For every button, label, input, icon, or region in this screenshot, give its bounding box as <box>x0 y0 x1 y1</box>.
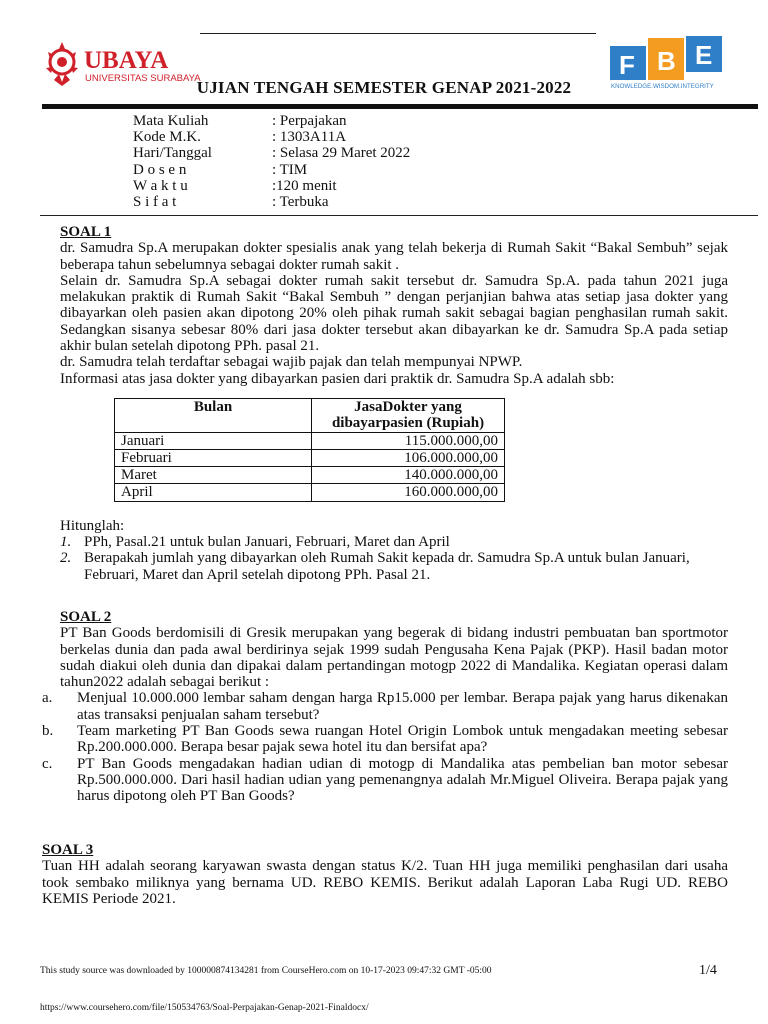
hitung-label: Hitunglah: <box>60 517 125 534</box>
list-marker: 2. <box>60 550 72 567</box>
soal-2-intro: PT Ban Goods berdomisili di Gresik merupakan yang begerak di bidang industri pembuatan ban sportmotor berkelas dunia dan pada awal berdirinya sejak 1999 sudah Pengusaha Kena Pajak (PKP). Hasil badan motor sudah diakui oleh dunia dan dipakai dalam pertandingan motogp 2022 di Mandalika. Kegiatan operasi dalam tahun2022 adalah sebagai berikut : <box>60 625 728 691</box>
ubaya-subtitle: UNIVERSITAS SURABAYA <box>85 73 201 84</box>
fbe-letter-b: B <box>657 46 676 76</box>
soal-2-section <box>42 609 728 805</box>
soal-1-questions <box>60 534 728 583</box>
cell-jumlah: 140.000.000,00 <box>312 467 505 484</box>
table-row <box>115 484 505 501</box>
download-source-note: This study source was downloaded by 100000874134281 from CourseHero.com on 10-17-2023 09:47:32 GMT -05:00 <box>40 966 492 976</box>
exam-info <box>133 113 410 210</box>
jasa-dokter-table <box>114 398 505 502</box>
info-value: : Terbuka <box>272 194 329 211</box>
list-text: Team marketing PT Ban Goods sewa ruangan Hotel Origin Lombok untuk mengadakan meeting sebesar Rp.200.000.000. Berapa besar pajak sewa hotel itu dan bersifat apa? <box>77 723 728 756</box>
cell-bulan: Februari <box>115 449 312 466</box>
list-item <box>42 690 728 723</box>
info-label: D o s e n <box>133 161 187 178</box>
fbe-tagline: KNOWLEDGE.WISDOM.INTEGRITY <box>611 83 714 90</box>
table-row <box>115 449 505 466</box>
info-value: : 1303A11A <box>272 129 347 146</box>
info-label: W a k t u <box>133 177 188 194</box>
list-item <box>42 723 728 756</box>
list-marker: 1. <box>60 534 72 551</box>
cell-jumlah: 115.000.000,00 <box>312 432 505 449</box>
soal-2-heading: SOAL 2 <box>60 609 112 625</box>
info-label: Mata Kuliah <box>133 113 209 129</box>
info-label: S i f a t <box>133 194 177 211</box>
top-rule <box>200 33 596 34</box>
header-divider <box>42 104 758 109</box>
soal-3-heading: SOAL 3 <box>42 842 94 858</box>
info-row-time <box>133 178 410 194</box>
soal-2-questions <box>42 690 728 804</box>
info-row-course <box>133 113 410 129</box>
cell-jumlah: 160.000.000,00 <box>312 484 505 501</box>
column-header-jasa-line1: JasaDokter yang <box>354 398 462 415</box>
list-item <box>60 550 728 583</box>
source-url: https://www.coursehero.com/file/150534763/Soal-Perpajakan-Genap-2021-Finaldocx/ <box>40 1003 369 1013</box>
ubaya-name: UBAYA <box>84 47 169 74</box>
fbe-letter-f: F <box>619 50 635 80</box>
list-text: PPh, Pasal.21 untuk bulan Januari, Februari, Maret dan April <box>84 534 450 551</box>
soal-1-paragraph: Selain dr. Samudra Sp.A sebagai dokter rumah sakit tersebut dr. Samudra Sp.A. pada tahun 2021 juga melakukan praktik di Rumah Sakit “Bakal Sembuh ” dengan perjanjian bahwa atas setiap jasa dokter yang dibayarkan oleh pasien akan dipotong 20% oleh pihak rumah sakit sebagai bagian penghasilan rumah sakit. Sedangkan sisanya sebesar 80% dari jasa dokter tersebut akan dibayarkan ke dr. Samudra Sp.A pada setiap akhir bulan setelah dipotong PPh. pasal 21. <box>60 272 728 355</box>
info-row-date <box>133 145 410 161</box>
table-row <box>115 467 505 484</box>
cell-bulan: Januari <box>115 432 312 449</box>
cell-bulan: Maret <box>115 467 312 484</box>
page-number: 1/4 <box>699 963 717 978</box>
list-item <box>60 534 728 550</box>
soal-3-section <box>42 842 728 907</box>
cell-bulan: April <box>115 484 312 501</box>
soal-1-heading: SOAL 1 <box>60 224 112 240</box>
exam-title: UJIAN TENGAH SEMESTER GENAP 2021-2022 <box>196 78 572 97</box>
soal-1-paragraph: dr. Samudra Sp.A merupakan dokter spesialis anak yang telah bekerja di Rumah Sakit “Bakal Sembuh” sejak beberapa tahun sebelumnya sebagai dokter rumah sakit . <box>60 240 728 273</box>
soal-1-paragraph: Informasi atas jasa dokter yang dibayarkan pasien dari praktik dr. Samudra Sp.A adalah sbb: <box>60 370 615 387</box>
list-text: Berapakah jumlah yang dibayarkan oleh Rumah Sakit kepada dr. Samudra Sp.A untuk bulan Januari, Februari, Maret dan April setelah dipotong PPh. Pasal 21. <box>84 550 690 583</box>
list-text: Menjual 10.000.000 lembar saham dengan harga Rp15.000 per lembar. Berapa pajak yang harus dikenakan atas transaksi penjualan saham tersebut? <box>77 690 728 723</box>
fbe-letter-e: E <box>695 40 713 70</box>
column-header-jasa-line2: dibayarpasien (Rupiah) <box>331 415 485 432</box>
table-header-row <box>115 398 505 432</box>
list-marker: a. <box>42 690 53 707</box>
info-row-nature <box>133 194 410 210</box>
info-label: Kode M.K. <box>133 129 201 146</box>
soal-3-text: Tuan HH adalah seorang karyawan swasta dengan status K/2. Tuan HH juga memiliki penghasilan dari usaha took sembako miliknya yang bernama UD. REBO KEMIS. Berikut adalah Laporan Laba Rugi UD. REBO KEMIS Periode 2021. <box>42 858 728 907</box>
info-value: : Selasa 29 Maret 2022 <box>272 145 411 162</box>
soal-1-paragraph: dr. Samudra telah terdaftar sebagai wajib pajak dan telah mempunyai NPWP. <box>60 354 523 371</box>
list-item <box>42 756 728 805</box>
soal-1-section <box>60 224 728 583</box>
list-marker: c. <box>42 755 53 772</box>
info-value: : Perpajakan <box>272 113 347 129</box>
cell-jumlah: 106.000.000,00 <box>312 449 505 466</box>
info-value: :120 menit <box>272 177 337 194</box>
info-divider <box>40 215 758 216</box>
table-row <box>115 432 505 449</box>
info-value: : TIM <box>272 161 308 178</box>
info-label: Hari/Tanggal <box>133 145 212 162</box>
list-marker: b. <box>42 723 54 740</box>
column-header-jasa <box>312 398 505 432</box>
info-row-code <box>133 129 410 145</box>
column-header-bulan: Bulan <box>115 398 312 432</box>
list-text: PT Ban Goods mengadakan hadian udian di motogp di Mandalika atas pembelian ban motor sebesar Rp.500.000.000. Dari hasil hadian udian yang pemenangnya adalah Mr.Miguel Oliveira. Berapa pajak yang harus dipotong oleh PT Ban Goods? <box>77 755 728 805</box>
info-row-lecturer <box>133 162 410 178</box>
